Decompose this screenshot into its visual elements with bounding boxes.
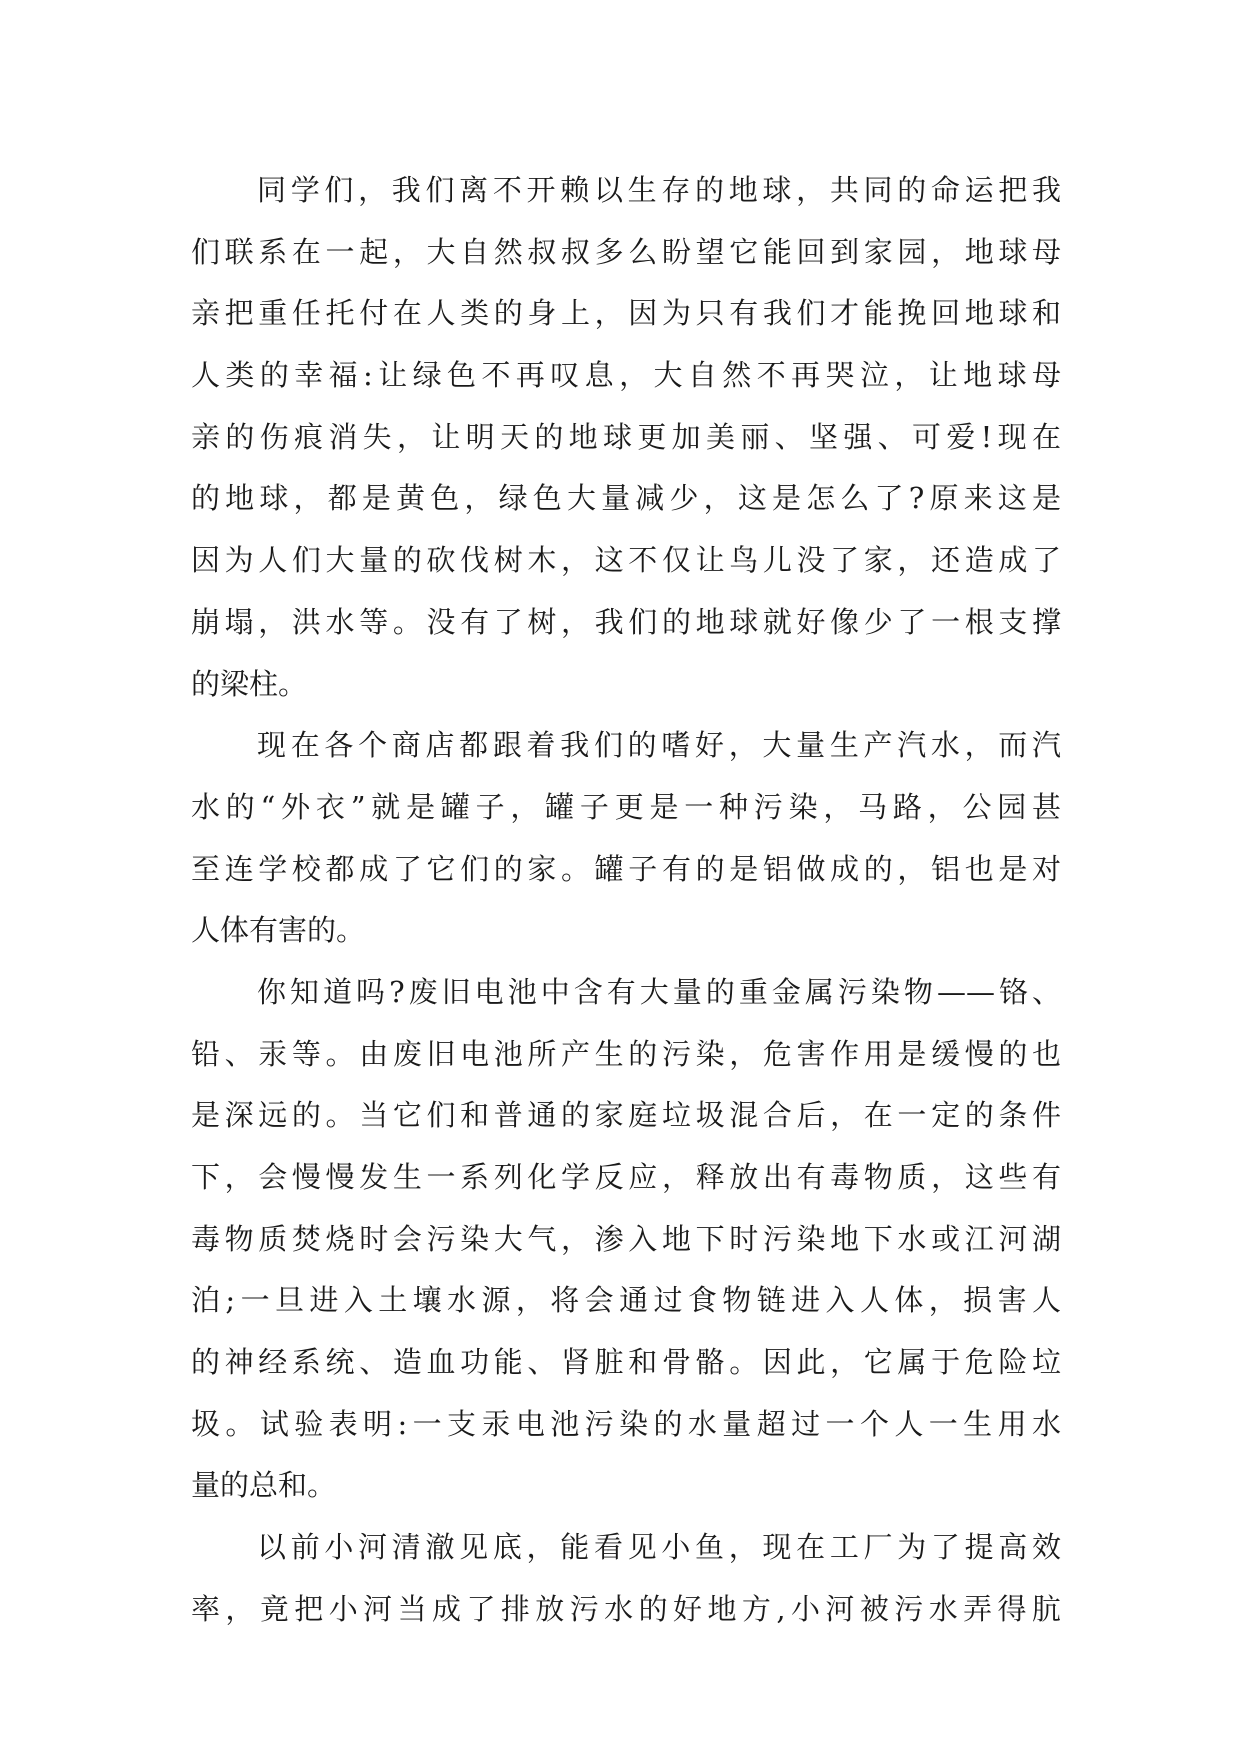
text-line: 们联系在一起，大自然叔叔多么盼望它能回到家园，地球母 [191,234,1061,269]
text-line: 你知道吗?废旧电池中含有大量的重金属污染物——铬、 [257,974,1061,1009]
paragraph-2 [191,715,1061,962]
text-line: 毒物质焚烧时会污染大气，渗入地下时污染地下水或江河湖 [191,1221,1061,1256]
paragraph-3 [191,962,1061,1517]
text-line: 人体有害的。 [191,913,366,948]
text-line: 现在各个商店都跟着我们的嗜好，大量生产汽水，而汽 [257,728,1061,763]
paragraph-4 [191,1517,1061,1640]
paragraph-1 [191,160,1061,715]
text-line: 至连学校都成了它们的家。罐子有的是铝做成的，铝也是对 [191,851,1061,886]
text-line: 圾。试验表明:一支汞电池污染的水量超过一个人一生用水 [191,1406,1061,1441]
text-line: 下，会慢慢发生一系列化学反应，释放出有毒物质，这些有 [191,1160,1061,1194]
text-line: 铅、汞等。由废旧电池所产生的污染，危害作用是缓慢的也 [191,1036,1061,1071]
text-line: 因为人们大量的砍伐树木，这不仅让鸟儿没了家，还造成了 [191,543,1061,578]
text-line: 崩塌，洪水等。没有了树，我们的地球就好像少了一根支撑 [191,604,1061,639]
text-line: 的神经系统、造血功能、肾脏和骨骼。因此，它属于危险垃 [191,1345,1061,1380]
text-line: 亲的伤痕消失，让明天的地球更加美丽、坚强、可爱!现在 [191,419,1061,454]
text-line: 率，竟把小河当成了排放污水的好地方,小河被污水弄得肮 [191,1591,1061,1626]
text-line: 水的“外衣”就是罐子，罐子更是一种污染，马路，公园甚 [191,789,1061,824]
text-line: 以前小河清澈见底，能看见小鱼，现在工厂为了提高效 [257,1530,1061,1565]
text-line: 量的总和。 [191,1468,337,1503]
text-line: 泊;一旦进入土壤水源，将会通过食物链进入人体，损害人 [191,1283,1061,1318]
text-line: 是深远的。当它们和普通的家庭垃圾混合后，在一定的条件 [191,1098,1061,1133]
text-line: 亲把重任托付在人类的身上，因为只有我们才能挽回地球和 [191,296,1061,331]
text-line: 同学们，我们离不开赖以生存的地球，共同的命运把我 [257,173,1061,207]
text-line: 的梁柱。 [191,666,308,701]
document-body [191,160,1061,1641]
text-line: 的地球，都是黄色，绿色大量减少，这是怎么了?原来这是 [191,481,1061,516]
text-line: 人类的幸福:让绿色不再叹息，大自然不再哭泣，让地球母 [191,358,1061,393]
